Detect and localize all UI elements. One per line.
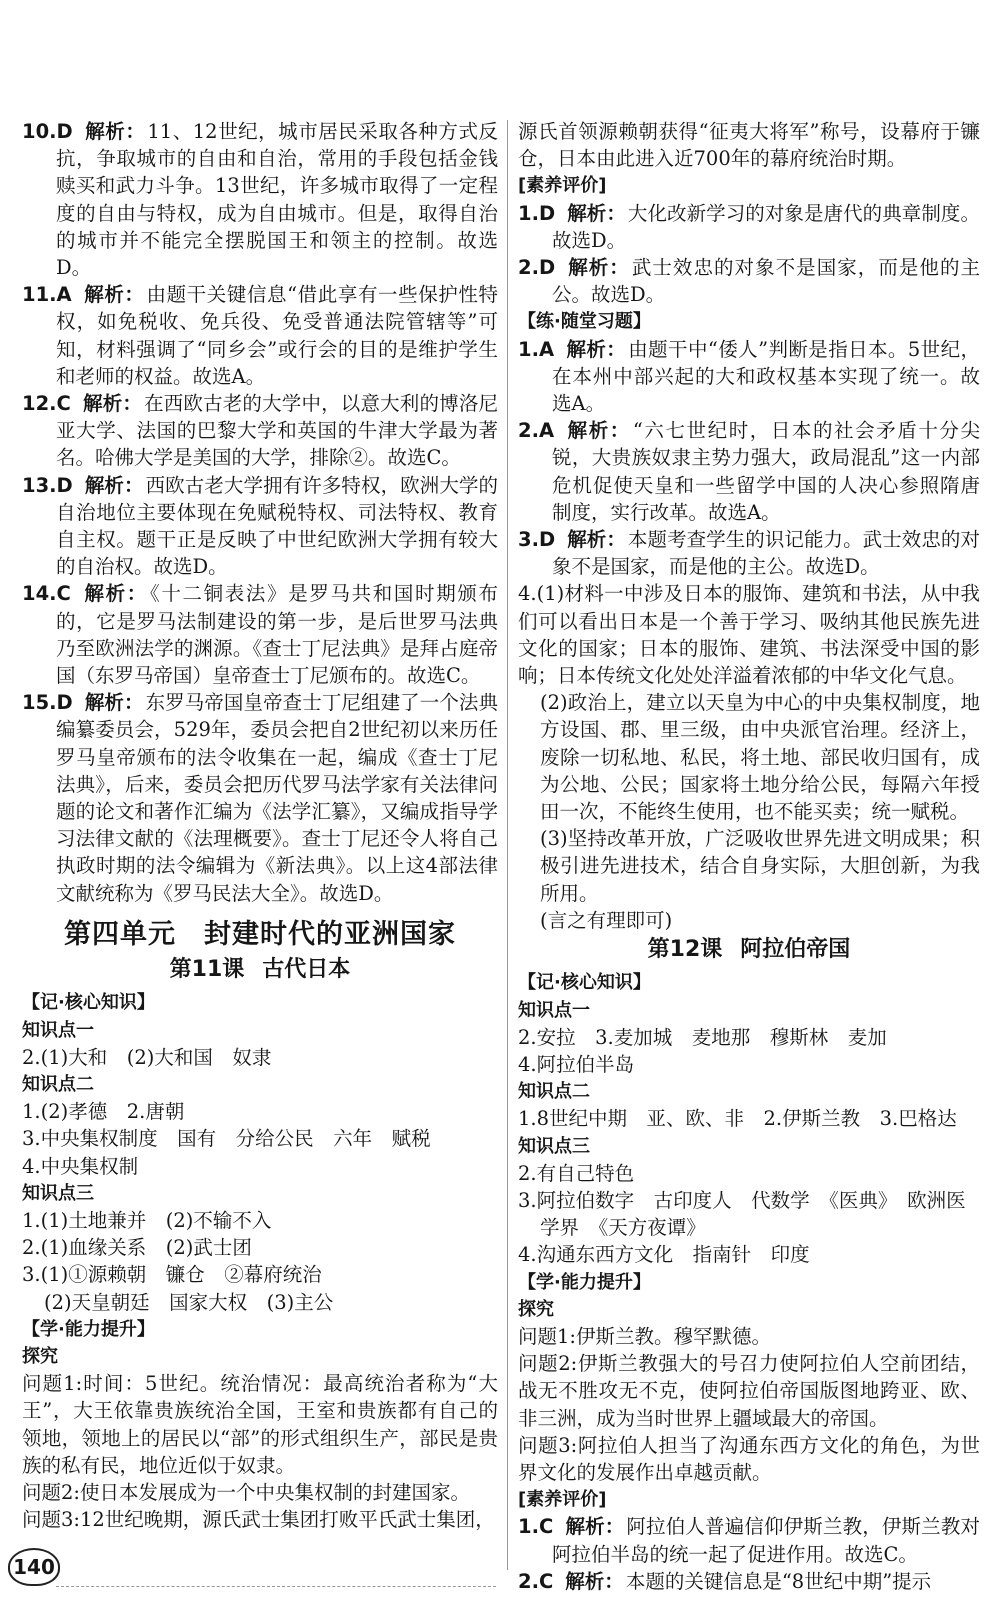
section-header-ability: 【学·能力提升】 [518,1271,651,1293]
answer-text: 《十二铜表法》是罗马共和国时期颁布的，它是罗马法制建设的第一步，是后世罗马法典乃至欧洲法学的渊源。《查士丁尼法典》是拜占庭帝国（东罗马帝国）皇帝查士丁尼颁布的。故选C。 [56,582,498,688]
lesson-number: 第11课 [169,957,245,983]
continued-text: 源氏首领源赖朝获得“征夷大将军”称号，设幕府于镰仓，日本由此进入近700年的幕府统治时期。 [518,120,980,171]
analysis-tag: 解析： [565,1569,624,1593]
lesson-title [22,956,498,983]
answer-item [22,118,498,281]
explore-header: 探究 [22,1345,58,1367]
page-number: 140 [8,1548,60,1586]
analysis-tag: 解析： [567,201,626,225]
question-answer: 问题3:12世纪晚期，源氏武士集团打败平氏武士集团， [22,1508,495,1532]
section-header-core: 【记·核心知识】 [22,992,155,1014]
answer-number: 12.C [22,392,71,416]
analysis-tag: 解析： [566,337,627,361]
answer-number: 2.D [518,256,556,280]
analysis-tag: 解析： [84,691,144,715]
footer-rule [56,1586,496,1588]
answer-text: 西欧古老大学拥有许多特权，欧洲大学的自治地位主要体现在免赋税特权、司法特权、教育自主权。题干正是反映了中世纪欧洲大学拥有较大的自治权。故选D。 [56,473,498,579]
section-header-ability: 【学·能力提升】 [22,1318,155,1340]
answer-number: 11.A [22,283,72,307]
analysis-tag: 解析： [84,120,146,143]
lesson-name: 阿拉伯帝国 [740,937,851,963]
answer-item [22,390,498,472]
answer-text: 阿拉伯人普遍信仰伊斯兰教，伊斯兰教对阿拉伯半岛的统一起了促进作用。故选C。 [552,1515,980,1566]
answer-paragraph: (2)政治上，建立以天皇为中心的中央集权制度，地方设国、郡、里三级，由中央派官治理。经济上，废除一切私地、私民，将土地、部民收归国有，成为公地、公民；国家将土地分给公民，每隔六年授田一次，不能终生使用，也不能买卖；统一赋税。 [540,691,980,824]
answer-number: 14.C [22,582,71,606]
knowledge-line: 2.安拉 3.麦加城 麦地那 穆斯林 麦加 [518,1025,887,1049]
knowledge-line: 1.(1)土地兼并 (2)不输不入 [22,1208,272,1232]
section-header-core: 【记·核心知识】 [518,972,651,994]
question-answer: 问题2:使日本发展成为一个中央集权制的封建国家。 [22,1480,470,1504]
knowledge-line: 3.(1)①源赖朝 镰仓 ②幕府统治 [22,1263,322,1287]
answer-note: (言之有理即可) [540,908,673,932]
knowledge-line: 1.(2)孝德 2.唐朝 [22,1100,185,1124]
answer-item [518,1513,980,1567]
question-answer: 问题1:伊斯兰教。穆罕默德。 [518,1324,771,1348]
answer-number: 3.D [518,528,556,552]
right-column [518,118,980,1595]
question-answer: 问题2:伊斯兰教强大的号召力使阿拉伯人空前团结，战无不胜攻无不克，使阿拉伯帝国版图地跨亚、欧、非三洲，成为当时世界上疆域最大的帝国。 [518,1352,980,1430]
answer-number: 1.A [518,337,555,361]
answer-text: 由题干中“倭人”判断是指日本。5世纪，在本州中部兴起的大和政权基本实现了统一。故选A。 [552,337,980,416]
answer-text: 东罗马帝国皇帝查士丁尼组建了一个法典编纂委员会，529年，委员会把自2世纪初以来历任罗马皇帝颁布的法令收集在一起，编成《查士丁尼法典》，后来，委员会把历代罗马法学家有关法律问题的论文和著作汇编为《法学汇纂》，又编成指导学习法律文献的《法理概要》。查士丁尼还令人将自己执政时期的法令编辑为《新法典》。以上这4部法律文献统称为《罗马民法大全》。故选D。 [56,691,498,905]
knowledge-line: 4.阿拉伯半岛 [518,1052,635,1076]
answer-item [518,254,980,308]
answer-item [518,200,980,254]
analysis-tag: 解析： [567,528,626,552]
knowledge-point-header: 知识点一 [518,999,590,1021]
answer-text: 武士效忠的对象不是国家，而是他的主公。故选D。 [552,256,980,307]
answer-item [518,417,980,526]
answer-text: 11、12世纪，城市居民采取各种方式反抗，争取城市的自由和自治，常用的手段包括金钱赎买和武力斗争。13世纪，许多城市取得了一定程度的自由与特权，成为自由城市。但是，取得自治的城市并不能完全摆脱国王和领主的控制。故选D。 [56,120,498,280]
knowledge-line: 2.有自己特色 [518,1161,635,1185]
unit-title: 第四单元 封建时代的亚洲国家 [64,918,456,950]
answer-text: 本题考查学生的识记能力。武士效忠的对象不是国家，而是他的主公。故选D。 [552,528,980,579]
answer-item [22,689,498,907]
analysis-tag: 解析： [566,419,631,443]
answer-item [518,336,980,418]
answer-number: 10.D [22,120,73,143]
answer-item [22,580,498,689]
left-column [22,118,498,1533]
knowledge-line: 4.沟通东西方文化 指南针 印度 [518,1243,810,1267]
question-answer: 问题1:时间：5世纪。统治情况：最高统治者称为“大王”，大王依靠贵族统治全国，王室和贵族都有自己的领地，领地上的居民以“部”的形式组织生产，部民是贵族的私有民，地位近似于奴隶。 [22,1372,498,1477]
knowledge-point-header: 知识点一 [22,1019,94,1041]
analysis-tag: 解析： [84,473,144,497]
knowledge-line: (2)天皇朝廷 国家大权 (3)主公 [44,1290,334,1314]
column-divider [507,120,508,1570]
answer-text: 由题干关键信息“借此享有一些保护性特权，如免税收、免兵役、免受普通法院管辖等”可知，材料强调了“同乡会”或行会的目的是维护学生和老师的权益。故选A。 [56,283,498,388]
lesson-name: 古代日本 [262,957,351,983]
answer-item [22,281,498,390]
section-header-eval: [素养评价] [518,1489,607,1511]
knowledge-line: 4.中央集权制 [22,1154,139,1178]
answer-item [22,472,498,581]
explore-header: 探究 [518,1298,554,1320]
question-answer: 问题3:阿拉伯人担当了沟通东西方文化的角色，为世界文化的发展作出卓越贡献。 [518,1433,980,1484]
analysis-tag: 解析： [83,283,145,307]
knowledge-point-header: 知识点三 [22,1182,94,1204]
lesson-number: 第12课 [647,937,723,963]
knowledge-point-header: 知识点二 [518,1081,590,1103]
answer-number: 2.A [518,419,555,443]
knowledge-line: 1.8世纪中期 亚、欧、非 2.伊斯兰教 3.巴格达 [518,1107,957,1131]
section-header-eval: [素养评价] [518,175,607,197]
answer-number: 2.C [518,1569,554,1593]
analysis-tag: 解析： [567,256,630,280]
knowledge-line: 2.(1)血缘关系 (2)武士团 [22,1236,252,1260]
answer-list-top [22,118,498,907]
answer-text: “六七世纪时，日本的社会矛盾十分尖锐，大贵族奴隶主势力强大，政局混乱”这一内部危机促使天皇和一些留学中国的人决心参照隋唐制度，实行改革。故选A。 [552,419,980,524]
answer-paragraph: 4.(1)材料一中涉及日本的服饰、建筑和书法，从中我们可以看出日本是一个善于学习、吸纳其他民族先进文化的国家；日本的服饰、建筑、书法深受中国的影响；日本传统文化处处洋溢着浓郁的中华文化气息。 [518,582,980,688]
knowledge-line: 2.(1)大和 (2)大和国 奴隶 [22,1045,272,1069]
answer-paragraph: (3)坚持改革开放，广泛吸收世界先进文明成果；积极引进先进技术，结合自身实际，大胆创新，为我所用。 [540,827,980,905]
knowledge-line: 3.阿拉伯数字 古印度人 代数学 《医典》 欧洲医学界 《天方夜谭》 [518,1188,966,1240]
lesson-title [518,936,980,963]
answer-number: 1.D [518,201,556,225]
answer-text: 本题的关键信息是“8世纪中期”提示 [625,1569,932,1593]
knowledge-point-header: 知识点二 [22,1073,94,1095]
answer-number: 15.D [22,691,73,715]
answer-text: 大化改新学习的对象是唐代的典章制度。故选D。 [552,201,980,252]
knowledge-point-header: 知识点三 [518,1135,590,1157]
answer-item [518,526,980,580]
section-header-practice: 【练·随堂习题】 [518,311,651,333]
analysis-tag: 解析： [82,392,143,416]
answer-number: 13.D [22,473,73,497]
answer-item [518,1568,980,1595]
analysis-tag: 解析： [82,582,148,606]
answer-number: 1.C [518,1515,554,1539]
analysis-tag: 解析： [565,1515,625,1539]
knowledge-line: 3.中央集权制度 国有 分给公民 六年 赋税 [22,1127,431,1151]
answer-text: 在西欧古老的大学中，以意大利的博洛尼亚大学、法国的巴黎大学和英国的牛津大学最为著名。哈佛大学是美国的大学，排除②。故选C。 [56,392,498,470]
